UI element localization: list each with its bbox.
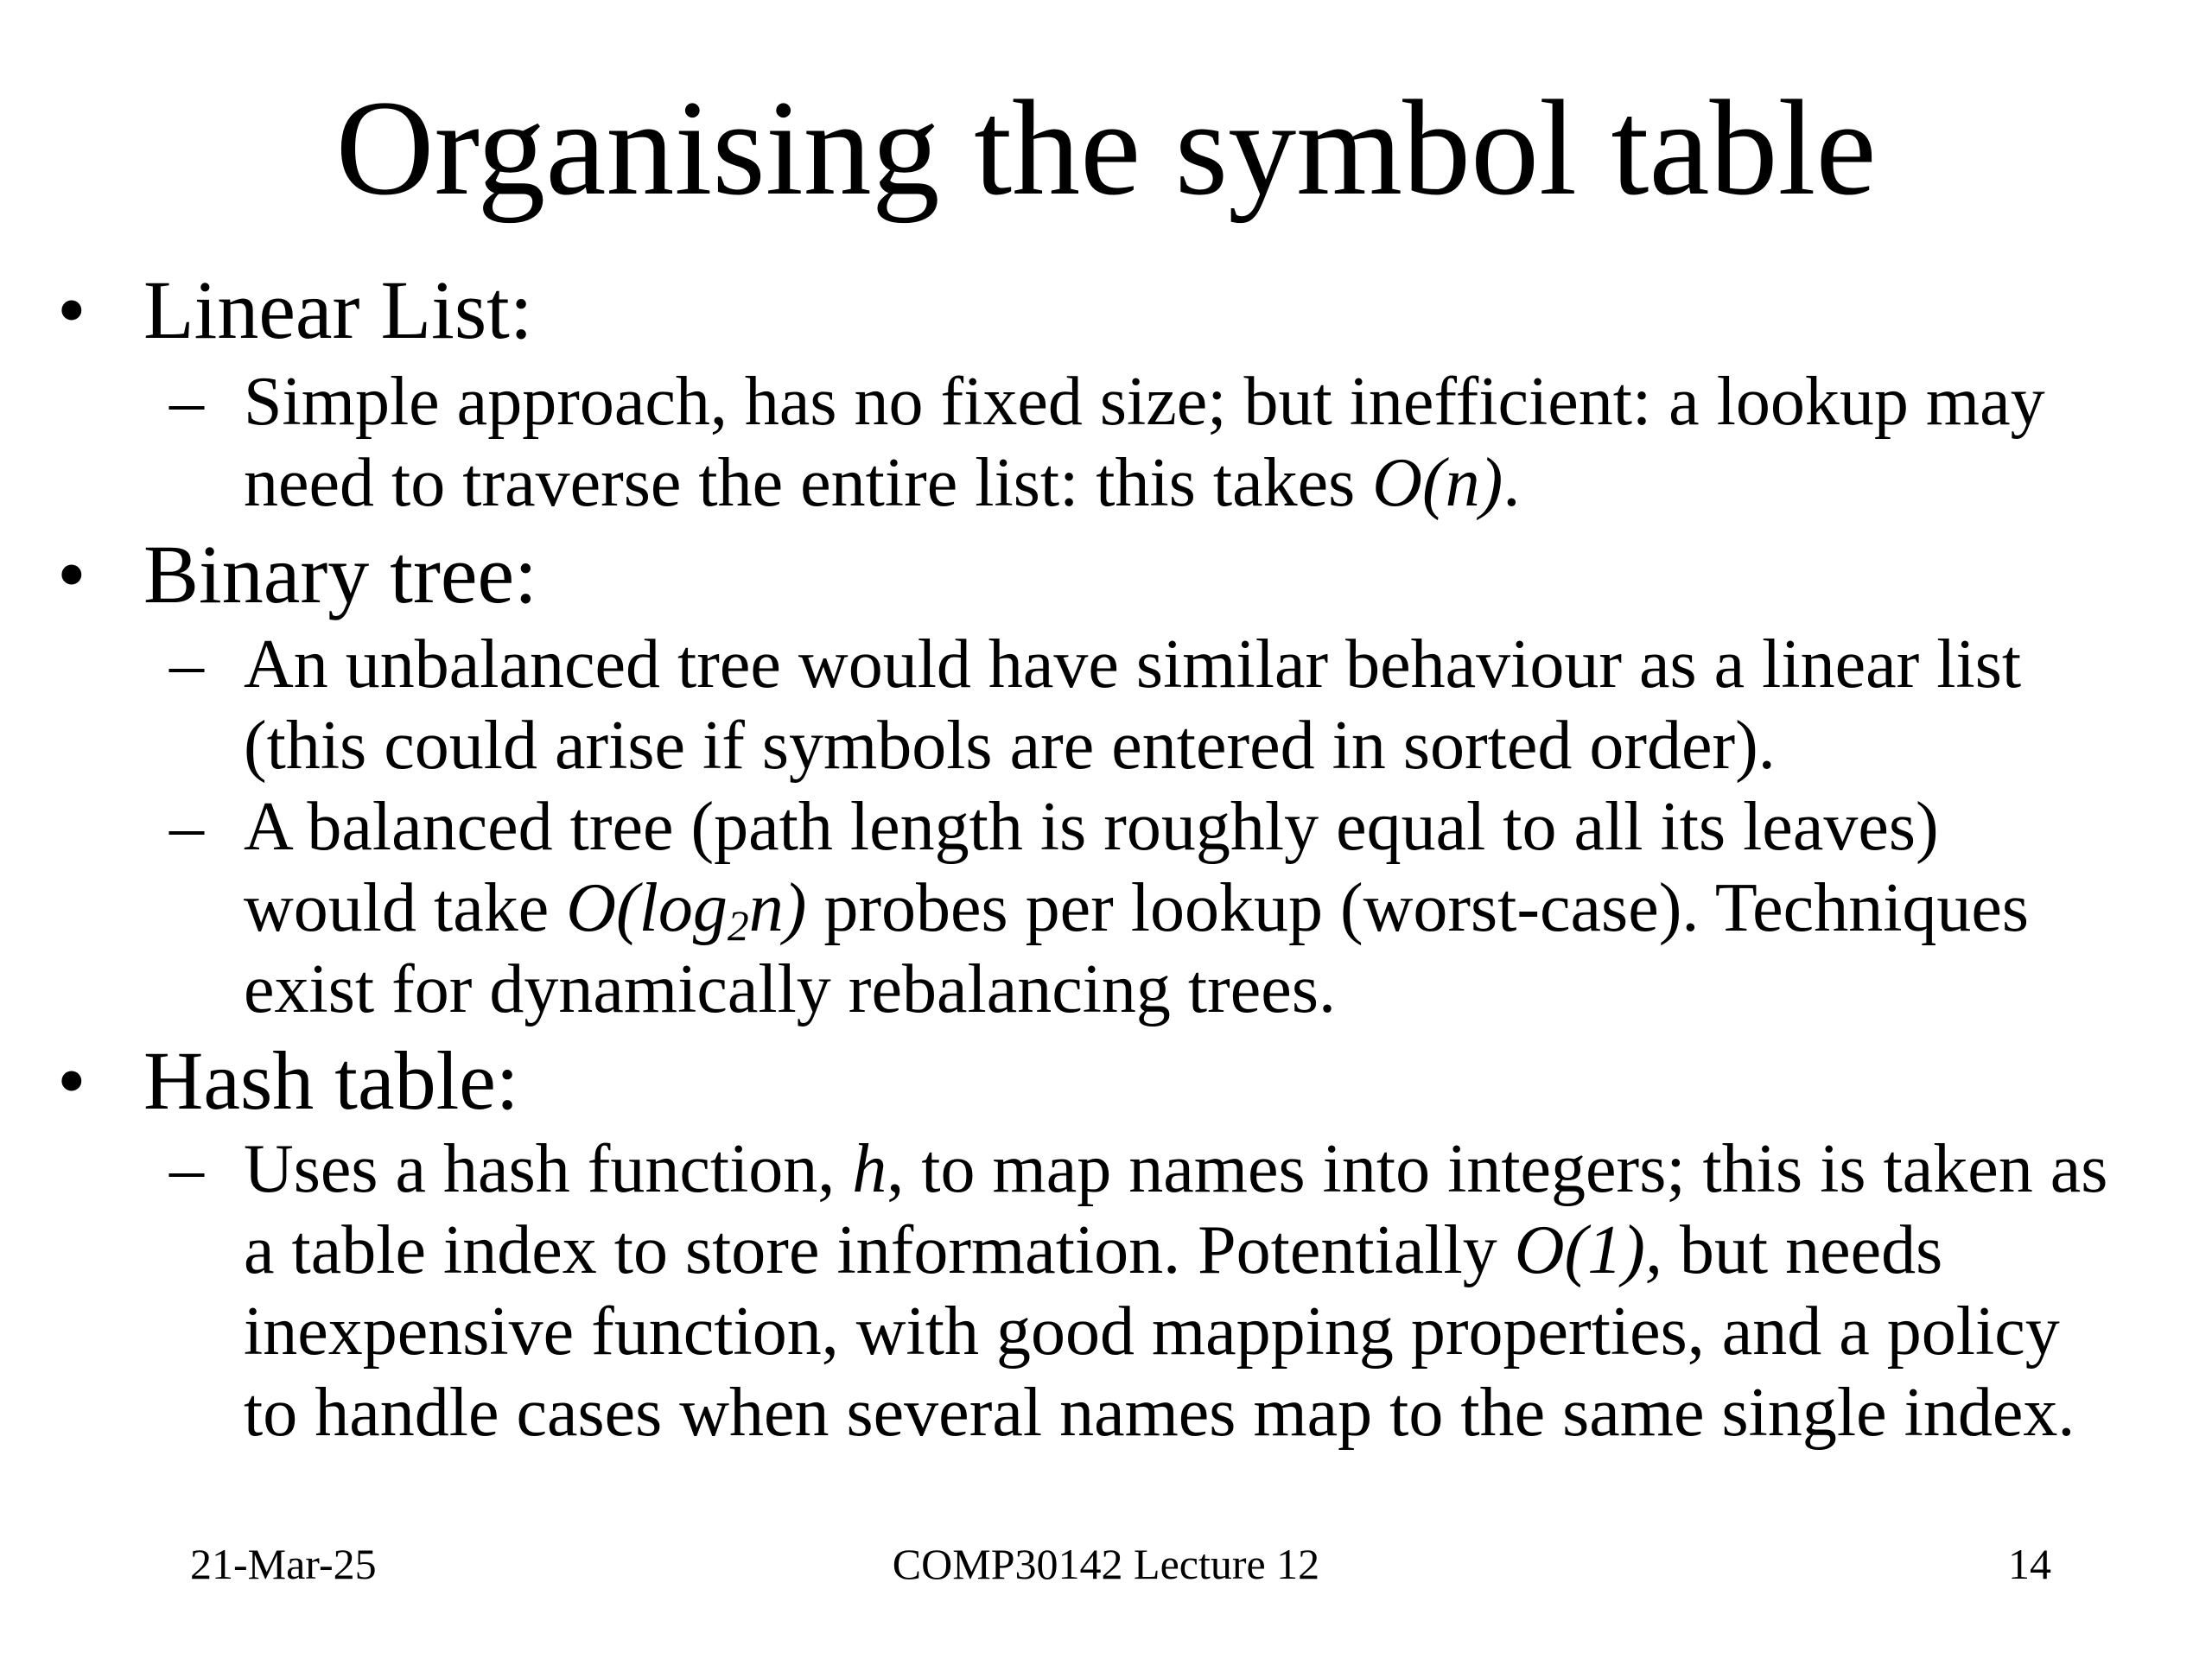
text-run: inexpensive function, with good mapping properties, and a policy [244, 1294, 2060, 1370]
text-run: . [1503, 445, 1521, 521]
text-run: would take [244, 870, 567, 946]
slide-title: Organising the symbol table [335, 73, 1877, 224]
text-line [244, 1372, 2075, 1453]
text-run: Uses a hash function, [244, 1131, 853, 1207]
bullet-heading: Binary tree: [143, 528, 537, 620]
text-run: need to traverse the entire list: this takes [244, 445, 1373, 521]
bullet-marker: • [57, 528, 86, 620]
text-line [244, 786, 1939, 868]
text-line [244, 1210, 1942, 1291]
log-base-subscript: 2 [727, 901, 749, 950]
bullet-heading: Linear List: [143, 264, 533, 356]
text-line [244, 442, 1520, 524]
footer-date: 21-Mar-25 [190, 1540, 377, 1588]
bullet-marker: • [57, 1034, 86, 1127]
text-run: n) [748, 870, 807, 946]
bullet-marker: • [57, 264, 86, 356]
complexity-notation: O(1), [1514, 1212, 1662, 1288]
text-run: probes per lookup (worst-case). Techniques [806, 870, 2030, 946]
text-line [244, 868, 2029, 949]
sub-bullet-dash: – [169, 626, 204, 702]
sub-bullet-dash: – [169, 789, 204, 865]
complexity-notation: O(n) [1372, 445, 1503, 521]
text-run: (this could arise if symbols are entered in sorted order). [244, 708, 1776, 784]
text-run: An unbalanced tree would have similar behaviour as a linear list [244, 626, 2022, 702]
text-run: to handle cases when several names map to the same single index. [244, 1375, 2075, 1451]
footer-course: COMP30142 Lecture 12 [892, 1540, 1320, 1588]
text-line [244, 949, 1336, 1030]
sub-bullet-dash: – [169, 364, 204, 440]
text-line [244, 624, 2021, 705]
function-symbol: h [852, 1131, 887, 1207]
text-line [244, 705, 1776, 786]
footer-page-number: 14 [2008, 1540, 2051, 1588]
text-line [244, 361, 2045, 442]
text-line [244, 1291, 2060, 1372]
text-run: Simple approach, has no fixed size; but inefficient: a lookup may [244, 364, 2045, 440]
text-run: a table index to store information. Potentially [244, 1212, 1515, 1288]
text-run: A balanced tree (path length is roughly equal to all its leaves) [244, 789, 1939, 865]
bullet-heading: Hash table: [143, 1034, 519, 1127]
text-run: , to map names into integers; this is taken as [887, 1131, 2108, 1207]
complexity-notation [566, 870, 807, 950]
text-line [244, 1128, 2107, 1210]
text-run: exist for dynamically rebalancing trees. [244, 951, 1336, 1027]
sub-bullet-dash: – [169, 1131, 204, 1207]
text-run: O(log [566, 870, 728, 946]
text-run: but needs [1662, 1212, 1943, 1288]
